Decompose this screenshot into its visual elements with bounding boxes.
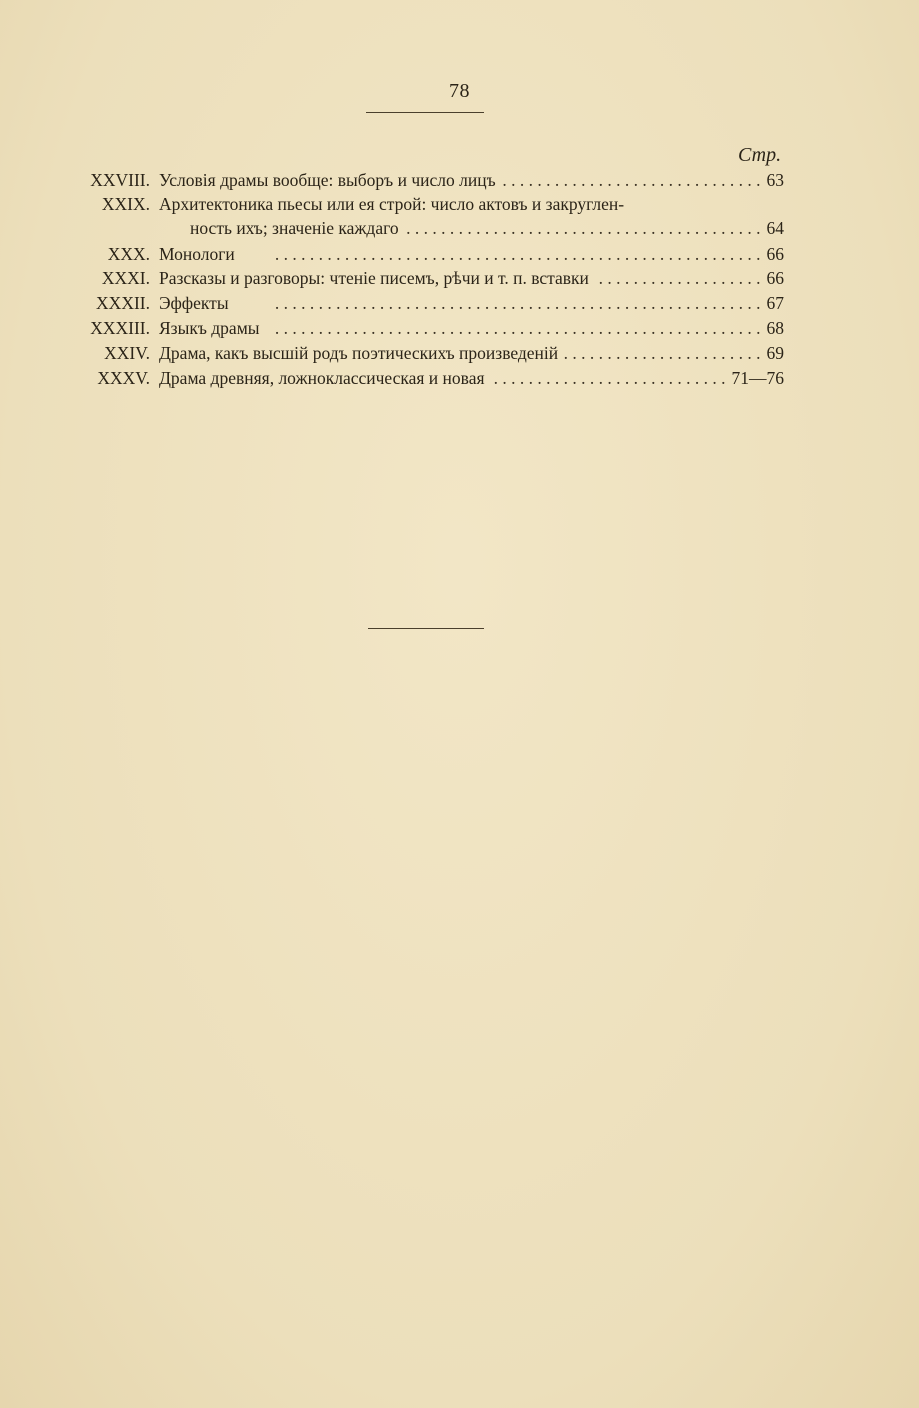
toc-page: 68 (766, 318, 784, 338)
toc-numeral: XXXII. (96, 293, 150, 313)
dot-leader (491, 366, 726, 390)
toc-entry (58, 192, 784, 216)
toc-page: 69 (766, 343, 784, 363)
toc-title: Эффекты (159, 293, 229, 313)
toc-page: 64 (766, 218, 784, 238)
page-column-header: Стр. (738, 144, 782, 166)
toc-numeral: XXXI. (101, 268, 150, 288)
toc-page: 71—76 (731, 368, 784, 388)
toc-title: Драма, какъ высшій родъ поэтическихъ произведеній (159, 343, 559, 363)
dot-leader (405, 216, 761, 240)
toc-title-line: ность ихъ; значеніе каждаго (190, 218, 399, 238)
dot-leader (595, 266, 761, 290)
toc-numeral: XXIV. (104, 343, 150, 363)
toc-title: Условія драмы вообще: выборъ и число лицъ (159, 170, 496, 190)
toc-entry (58, 291, 784, 315)
page-number: 78 (449, 80, 470, 102)
toc-title: Разсказы и разговоры: чтеніе писемъ, рѣчи и т. п. вставки (159, 268, 589, 288)
end-rule (368, 628, 484, 629)
toc-title: Языкъ драмы (159, 318, 260, 338)
toc-numeral: XXXIII. (90, 318, 150, 338)
toc-title: Драма древняя, ложноклассическая и новая (159, 368, 485, 388)
toc-numeral: XXX. (107, 244, 150, 264)
toc-page: 67 (766, 293, 784, 313)
dot-leader (235, 291, 761, 315)
toc-entry (58, 316, 784, 340)
toc-numeral: XXIX. (101, 194, 150, 214)
toc-numeral: XXVIII. (90, 170, 150, 190)
dot-leader (502, 168, 761, 192)
toc-title: Монологи (159, 244, 235, 264)
toc-entry-continuation (58, 216, 784, 240)
toc-numeral: XXXV. (97, 368, 150, 388)
toc-entry (58, 341, 784, 365)
toc-entry (58, 366, 784, 390)
toc-page: 63 (766, 170, 784, 190)
dot-leader (564, 341, 760, 365)
dot-leader (241, 242, 761, 266)
toc-title-line: Архитектоника пьесы или ея строй: число актовъ и закруглен- (159, 194, 625, 214)
dot-leader (266, 316, 761, 340)
toc-entry (58, 266, 784, 290)
toc-page: 66 (766, 268, 784, 288)
toc-page: 66 (766, 244, 784, 264)
toc-entry (58, 242, 784, 266)
header-rule (366, 112, 484, 113)
toc-entry (58, 168, 784, 192)
